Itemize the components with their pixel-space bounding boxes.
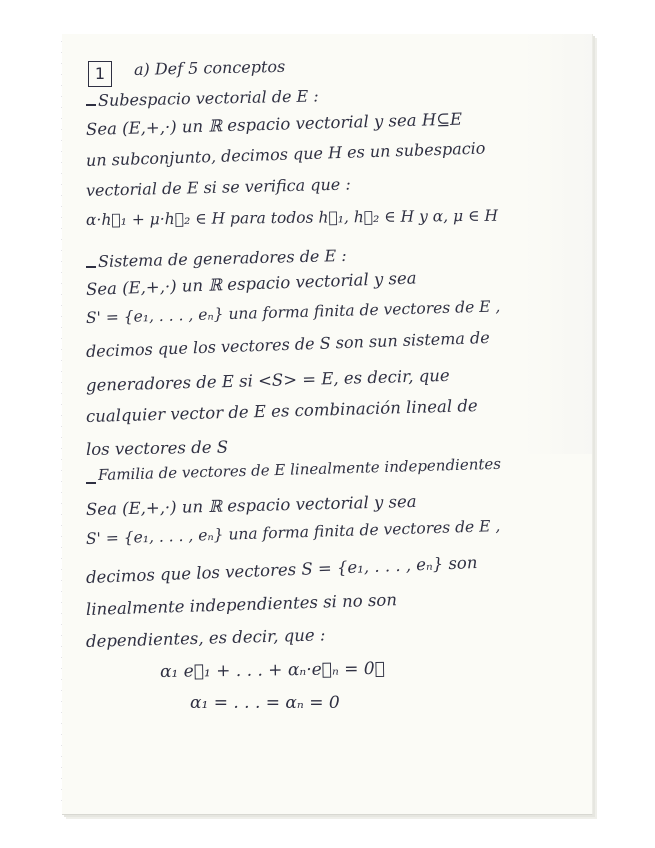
- handwritten-line-16: decimos que los vectores S = {e₁, . . . , eₙ} son: [85, 552, 478, 587]
- bullet-dash: [86, 104, 96, 106]
- heading-title: a) Def 5 conceptos: [133, 56, 286, 79]
- bullet-dash: [86, 482, 96, 484]
- handwritten-line-13: Familia de vectores de E linealmente independientes: [97, 454, 502, 484]
- handwritten-line-5: α·h⃗₁ + μ·h⃗₂ ∈ H para todos h⃗₁, h⃗₂ ∈ H y α, μ ∈ H: [85, 206, 499, 229]
- handwritten-line-15: S' = {e₁, . . . , eₙ} una forma finita de vectores de E ,: [85, 516, 501, 548]
- equation-linear-combination: α₁ e⃗₁ + . . . + αₙ·e⃗ₙ = 0⃗: [159, 658, 386, 682]
- handwritten-line-10: generadores de E si <S> = E, es decir, que: [85, 365, 450, 395]
- handwritten-line-6: Sistema de generadores de E :: [97, 245, 347, 271]
- page-bleed-through: [522, 34, 592, 454]
- equation-coefficients-zero: α₁ = . . . = αₙ = 0: [190, 693, 340, 713]
- handwritten-line-17: linealmente independientes si no son: [85, 590, 398, 619]
- handwritten-line-9: decimos que los vectores de S son sun sistema de: [85, 327, 491, 361]
- handwritten-line-1: Subespacio vectorial de E :: [97, 86, 319, 110]
- handwritten-line-12: los vectores de S: [85, 437, 229, 459]
- handwritten-line-8: S' = {e₁, . . . , eₙ} una forma finita de vectores de E ,: [85, 297, 501, 327]
- exercise-number-box: 1: [88, 61, 112, 87]
- handwritten-line-18: dependientes, es decir, que :: [85, 625, 326, 651]
- handwritten-line-2: Sea (E,+,·) un ℝ espacio vectorial y sea H⊆E: [85, 109, 463, 139]
- handwritten-line-4: vectorial de E si se verifica que :: [85, 174, 351, 200]
- bullet-dash: [86, 266, 96, 268]
- handwritten-line-7: Sea (E,+,·) un ℝ espacio vectorial y sea: [85, 268, 417, 299]
- handwritten-line-3: un subconjunto, decimos que H es un subespacio: [85, 138, 486, 170]
- handwritten-line-11: cualquier vector de E es combinación lineal de: [85, 396, 478, 426]
- handwritten-line-14: Sea (E,+,·) un ℝ espacio vectorial y sea: [85, 491, 417, 519]
